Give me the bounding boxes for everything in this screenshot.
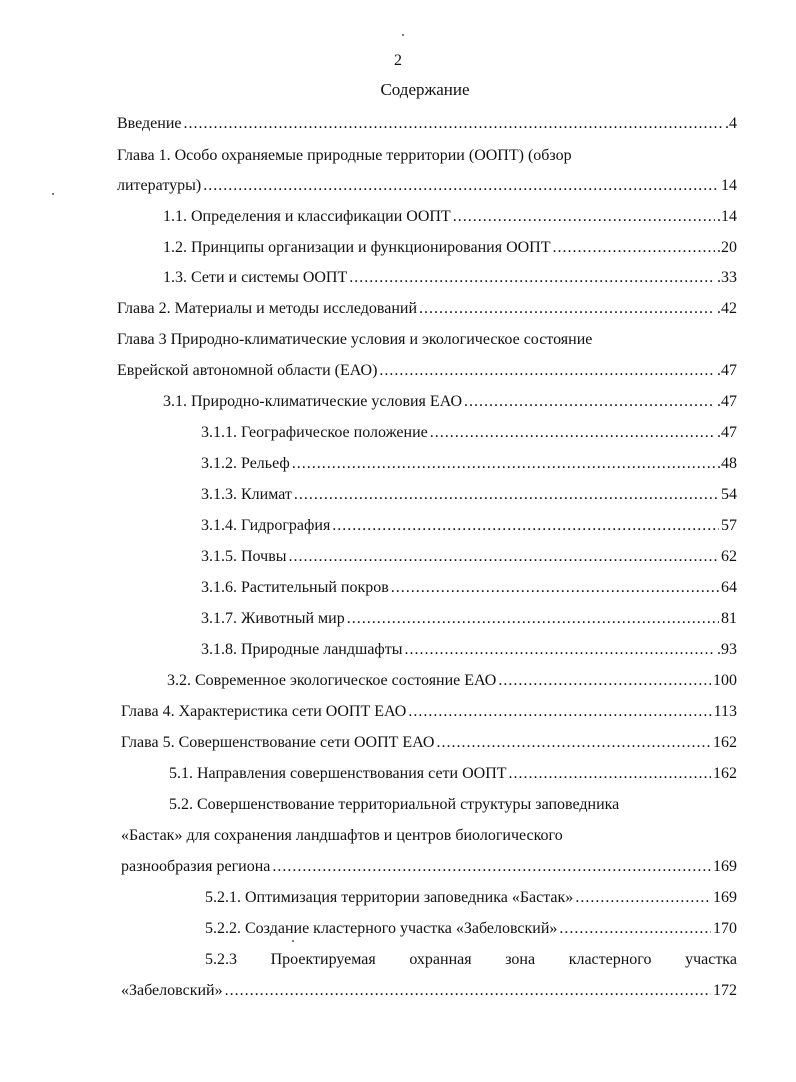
toc-entry-title: Глава 4. Характеристика сети ООПТ ЕАО — [121, 703, 407, 720]
toc-entry — [205, 950, 737, 970]
toc-word: зона — [505, 951, 536, 968]
toc-entry-title: 5.2.2. Создание кластерного участка «Забеловский» — [205, 920, 558, 937]
toc-entry-title: Глава 5. Совершенствование сети ООПТ ЕАО — [121, 734, 435, 751]
toc-entry-page: .93 — [717, 641, 737, 658]
toc-entry-title: «Забеловский» — [121, 982, 223, 999]
dot-leader — [203, 176, 719, 196]
toc-entry-page: .47 — [717, 424, 737, 441]
toc-entry-page: .47 — [717, 393, 737, 410]
toc-word: Проектируемая — [270, 951, 376, 968]
toc-entry — [117, 330, 592, 350]
toc-entry-page: 100 — [713, 672, 737, 689]
toc-entry-title: 5.2. Совершенствование территориальной структуры заповедника — [169, 796, 620, 813]
toc-entry — [201, 547, 737, 567]
toc-entry-title: 3.1. Природно-климатические условия ЕАО — [163, 393, 462, 410]
toc-entry-title: Еврейской автономной области (ЕАО) — [117, 362, 378, 379]
dot-leader — [379, 361, 715, 381]
toc-entry-page: 64 — [721, 579, 737, 596]
toc-entry-page: 14 — [721, 177, 737, 194]
toc-entry-page: .42 — [717, 300, 737, 317]
toc-entry-title: 3.1.4. Гидрография — [201, 517, 331, 534]
toc-entry-page: .48 — [717, 455, 737, 472]
dot-leader — [464, 392, 715, 412]
toc-entry — [205, 888, 737, 908]
toc-entry — [205, 919, 737, 939]
toc-entry-title: Глава 1. Особо охраняемые природные территории (ООПТ) (обзор — [117, 147, 572, 164]
toc-entry — [169, 795, 619, 815]
dot-leader — [553, 238, 716, 258]
toc-entry-page: 113 — [713, 703, 737, 720]
toc-entry — [169, 764, 737, 784]
dot-leader — [436, 733, 711, 753]
toc-entry-page: 162 — [713, 734, 737, 751]
scan-speck — [402, 34, 404, 36]
toc-entry-page: 169 — [713, 889, 737, 906]
toc-entry — [201, 609, 737, 629]
page-title: Содержание — [380, 80, 470, 99]
dot-leader — [509, 764, 711, 784]
toc-entry-page: 62 — [721, 548, 737, 565]
toc-entry-page: .14 — [717, 208, 737, 225]
toc-entry-page: 54 — [721, 486, 737, 503]
dot-leader — [184, 114, 724, 134]
toc-entry-title: Глава 2. Материалы и методы исследований — [117, 300, 418, 317]
toc-entry-page: 170 — [713, 920, 737, 937]
toc-entry-title: 1.3. Сети и системы ООПТ — [163, 269, 348, 286]
toc-entry — [121, 981, 737, 1001]
toc-entry-page: 162 — [713, 765, 737, 782]
toc-entry — [163, 238, 737, 258]
dot-leader — [349, 268, 715, 288]
dot-leader — [453, 207, 715, 227]
dot-leader — [408, 702, 711, 722]
toc-entry-title: 1.1. Определения и классификации ООПТ — [163, 208, 451, 225]
toc-entry — [163, 268, 737, 288]
toc-entry — [201, 640, 737, 660]
toc-entry — [121, 733, 737, 753]
dot-leader — [272, 857, 711, 877]
toc-entry-title: «Бастак» для сохранения ландшафтов и центров биологического — [121, 827, 563, 844]
toc-entry-title: 3.1.8. Природные ландшафты — [201, 641, 403, 658]
toc-entry — [121, 826, 563, 846]
dot-leader — [292, 454, 715, 474]
toc-entry-page: .33 — [717, 269, 737, 286]
toc-entry — [201, 578, 737, 598]
toc-entry-page: 169 — [713, 858, 737, 875]
dot-leader — [498, 671, 711, 691]
toc-entry-title: Введение — [117, 115, 182, 132]
toc-word: 5.2.3 — [205, 951, 237, 968]
toc-entry-title: Глава 3 Природно-климатические условия и экологическое состояние — [117, 331, 593, 348]
toc-entry-title: 3.2. Современное экологическое состояние ЕАО — [167, 672, 497, 689]
scan-speck — [52, 193, 54, 195]
toc-entry-title: литературы) — [117, 177, 202, 194]
toc-entry-title: 3.1.7. Животный мир — [201, 610, 345, 627]
toc-entry — [117, 146, 572, 166]
toc-entry — [117, 299, 737, 319]
toc-entry — [163, 392, 737, 412]
toc-entry — [167, 671, 737, 691]
toc-entry-title: 3.1.3. Климат — [201, 486, 292, 503]
toc-entry — [163, 207, 737, 227]
dot-leader — [575, 888, 711, 908]
toc-entry-title: 3.1.5. Почвы — [201, 548, 287, 565]
toc-word: участка — [685, 951, 737, 968]
toc-entry — [121, 857, 737, 877]
toc-entry-page: 81 — [721, 610, 737, 627]
toc-entry-title: 5.1. Направления совершенствования сети ООПТ — [169, 765, 507, 782]
toc-entry — [117, 114, 737, 134]
dot-leader — [391, 578, 719, 598]
dot-leader — [332, 516, 719, 536]
toc-word: охранная — [409, 951, 472, 968]
toc-entry — [117, 176, 737, 196]
toc-entry — [201, 454, 737, 474]
toc-entry — [201, 485, 737, 505]
toc-entry — [121, 702, 737, 722]
toc-entry-title: 1.2. Принципы организации и функционирования ООПТ — [163, 239, 551, 256]
toc-word: кластерного — [568, 951, 652, 968]
dot-leader — [347, 609, 719, 629]
dot-leader — [289, 547, 720, 567]
dot-leader — [225, 981, 711, 1001]
toc-entry — [201, 516, 737, 536]
toc-entry-title: 3.1.2. Рельеф — [201, 455, 290, 472]
toc-entry-title: 3.1.1. Географическое положение — [201, 424, 428, 441]
toc-entry-title: 5.2.1. Оптимизация территории заповедника «Бастак» — [205, 889, 574, 906]
toc-entry-page: .4 — [725, 115, 737, 132]
toc-entry — [201, 423, 737, 443]
dot-leader — [294, 485, 719, 505]
toc-entry-title: разнообразия региона — [121, 858, 271, 875]
toc-entry-page: .47 — [717, 362, 737, 379]
page-number: 2 — [394, 52, 402, 69]
toc-entry-page: 57 — [721, 517, 737, 534]
scan-speck — [292, 940, 294, 942]
toc-entry-page: .20 — [717, 239, 737, 256]
dot-leader — [419, 299, 715, 319]
dot-leader — [559, 919, 711, 939]
toc-entry-page: 172 — [713, 982, 737, 999]
toc-entry — [117, 361, 737, 381]
toc-entry-title: 3.1.6. Растительный покров — [201, 579, 389, 596]
dot-leader — [405, 640, 715, 660]
dot-leader — [430, 423, 715, 443]
